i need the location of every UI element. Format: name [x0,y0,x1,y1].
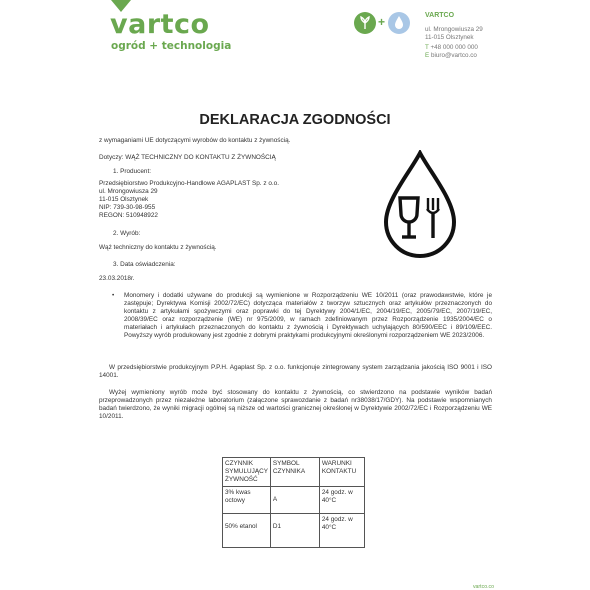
table-header-row [223,458,365,487]
producer-line: NIP: 739-30-98-955 [99,204,156,211]
subject-text: Dotyczy: WĄŻ TECHNICZNY DO KONTAKTU Z ŻYWNOŚCIĄ [99,154,276,161]
table-header-cell: WARUNKI KONTAKTU [319,458,364,487]
email-value: biuro@vartco.co [430,52,477,59]
producer-line: REGON: 510948922 [99,212,158,219]
table-header-cell: SYMBOL CZYNNIKA [270,458,319,487]
email-label: E [425,52,430,59]
plant-icon [354,12,376,34]
company-phone [425,44,478,51]
food-contact-icon [380,150,460,260]
producer-line: ul. Mrongowiusza 29 [99,188,158,195]
footer-website: vartco.co [472,584,494,590]
logo-name: vartco [110,9,210,40]
table-row [223,514,365,548]
company-address-line-1: ul. Mrongowiusza 29 [425,26,483,33]
table-cell: 50% etanol [223,514,271,548]
company-name: VARTCO [425,12,455,19]
paragraph-testing: Wyżej wymieniony wyrób może być stosowany do kontaktu z żywnością, co stwierdzono na podstawie wyników badań przeprowadzonych przez niezależne laboratorium (załączone sprawozdanie z badań nr38038/17/GDY). Na podstawie wspomnianych badań twierdzono, że wyniki migracji ogólnej są niższe od wartości granicznej określonej w Dyrektywie 2002/72/EC i Rozporządzeniu WE 10/2011. [99,389,492,420]
producer-line: Przedsiębiorstwo Produkcyjno-Handlowe AGAPLAST Sp. z o.o. [99,180,279,187]
phone-value: +48 000 000 000 [430,44,478,51]
producer-heading: 1. Producent: [113,168,152,175]
phone-label: T [425,44,429,51]
plus-sign: + [378,15,386,29]
bullet-point: • [112,292,115,299]
logo-tagline: ogród + technologia [111,40,232,52]
company-address-line-2: 11-015 Olsztynek [425,34,474,41]
intro-text: z wymaganiami UE dotyczącymi wyrobów do kontaktu z żywnością. [99,137,291,144]
table-cell: A [270,487,319,514]
table-header-cell: CZYNNIK SYMULUJĄCY ŻYWNOŚĆ [223,458,271,487]
page-title: DEKLARACJA ZGODNOŚCI [199,112,391,128]
producer-line: 11-015 Olsztynek [99,196,149,203]
date-heading: 3. Data oświadczenia: [113,261,176,268]
table-cell: 3% kwas octowy [223,487,271,514]
water-drop-icon [388,12,410,34]
table-cell: 24 godz. w 40°C [319,514,364,548]
company-email [425,52,477,59]
table-cell: 24 godz. w 40°C [319,487,364,514]
bullet-text: Monomery i dodatki używane do produkcji są wymienione w Rozporządzeniu WE 10/2011 (oraz prawodawstwie, które je zastępuje; Dyrektywa Komisji 2002/72/EC) dotycząca materiałów z tworzyw sztucznych oraz artykułów przeznaczonych do kontaktu z artykułami spożywczymi oraz poprawki do tej Dyrektywy 2004/1/EC, 2004/19/EC, 2005/79/EC, 2007/19/EC, 2008/39/EC oraz rozporządzenie (WE) nr 975/2009, w ramach zdefiniowanym przez Rozporządzenie 1935/2004/EC o materiałach i artykułach przeznaczonych do kontaktu z żywnością i Dyrektywach uchylających 80/590/EEC i 89/109/EEC. Powyższy wyrób produkowany jest zgodnie z dobrymi praktykami produkcyjnymi określonymi rozporządzeniem WE 2023/2006. [124,292,492,339]
product-heading: 2. Wyrób: [113,230,141,237]
date-text: 23.03.2018r. [99,275,135,282]
table-cell: D1 [270,514,319,548]
paragraph-iso: W przedsiębiorstwie produkcyjnym P.P.H. Agaplast Sp. z o.o. funkcjonuje zintegrowany system zarządzania jakością ISO 9001 i ISO 14001. [99,364,492,379]
table-row [223,487,365,514]
product-text: Wąż techniczny do kontaktu z żywnością. [99,244,217,251]
simulant-table [222,457,365,548]
